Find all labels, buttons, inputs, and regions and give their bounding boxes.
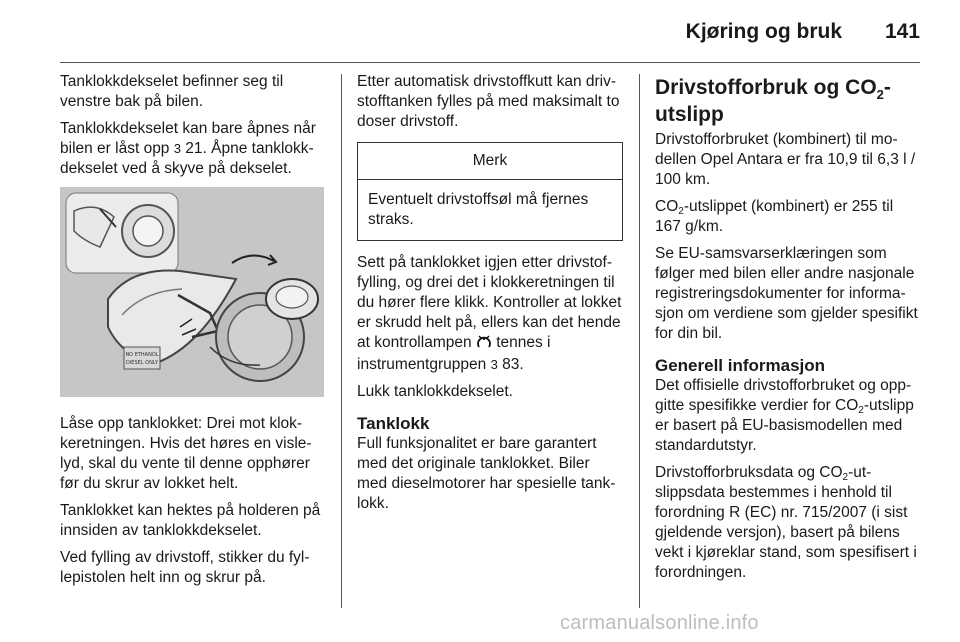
col3-p4-text-b: -utslipp er basert på EU-basismodellen med standardutstyr. — [655, 397, 914, 454]
heading-subscript: 2 — [876, 87, 884, 102]
header-title: Kjøring og bruk — [685, 20, 842, 43]
heading-text-c: utslipp — [655, 103, 724, 126]
heading-tanklokk: Tanklokk — [357, 414, 430, 433]
col3-p5-text-a: Drivstofforbruksdata og CO — [655, 464, 843, 481]
note-title: Merk — [358, 143, 622, 180]
col1-paragraph-3: Låse opp tanklokket: Drei mot klokkeretningen. Hvis det høres en vislelyd, skal du vente til denne opphører før du skrur av lokket helt. — [60, 415, 312, 492]
col1-paragraph-4: Tanklokket kan hektes på holderen på innsiden av tanklokkdekselet. — [60, 502, 321, 539]
header-rule — [60, 62, 920, 63]
col2-p2-text-c: 83. — [497, 356, 524, 373]
label-no-ethanol: NO ETHANOL — [125, 352, 159, 358]
col3-paragraph-5 — [655, 463, 923, 583]
col3-p2-text-a: CO — [655, 198, 679, 215]
col2-paragraph-4: Full funksjonalitet er bare garantert med det originale tanklokket. Biler med dieselmotorer har spesielle tanklokk. — [357, 435, 616, 512]
col1-paragraph-2 — [60, 119, 326, 179]
fuel-cap-illustration — [60, 187, 324, 397]
footer-watermark: carmanualsonline.info — [560, 612, 759, 634]
heading-text-a: Drivstofforbruk og CO — [655, 76, 877, 99]
column-2 — [357, 72, 623, 521]
column-divider-1 — [341, 74, 342, 608]
heading-fuel-consumption — [655, 74, 923, 128]
note-body: Eventuelt drivstoffsøl må fjernes straks. — [368, 191, 589, 228]
col1-p2-text-a: Tanklokkdekselet kan bare åpnes når bilen er låst opp — [60, 120, 316, 157]
fuel-cap-warning-lamp-icon — [476, 335, 492, 355]
col3-p5-subscript: 2 — [842, 472, 849, 483]
page-ref-icon[interactable]: 3 — [490, 357, 498, 372]
col3-p4-subscript: 2 — [858, 405, 864, 416]
col3-paragraph-1: Drivstofforbruket (kombinert) til modellen Opel Antara er fra 10,9 til 6,3 l / 100 km. — [655, 131, 916, 188]
heading-generell-informasjon: Generell informasjon — [655, 356, 826, 375]
col3-paragraph-3: Se EU-samsvarserklæringen som følger med bilen eller andre nasjonale registreringsdokumenter for informasjon om verdiene som gjelder spesifikt for din bil. — [655, 245, 918, 342]
col3-p5-text-b: -utslippsdata bestemmes i henhold til forordning R (EC) nr. 715/2007 (i sist gjeldende versjon), basert på bilens vekt i kjøreklar stand, som spesifisert i forordningen. — [655, 464, 917, 581]
col1-paragraph-5: Ved fylling av drivstoff, stikker du fyllepistolen helt inn og skrur på. — [60, 549, 310, 586]
col2-paragraph-1: Etter automatisk drivstoffkutt kan drivstofftanken fylles på med maksimalt to doser drivstoff. — [357, 73, 620, 130]
label-diesel-only: DIESEL ONLY — [125, 360, 159, 366]
col3-p4-text-a: Det offisielle drivstofforbruket og oppgitte spesifikke verdier for CO — [655, 377, 912, 414]
note-box — [357, 142, 623, 241]
col1-paragraph-1: Tanklokkdekselet befinner seg til venstre bak på bilen. — [60, 73, 284, 110]
page-header — [0, 0, 960, 62]
col2-paragraph-2 — [357, 253, 623, 375]
page-number: 141 — [884, 20, 920, 43]
col1-p2-text-b: 21. Åpne tanklokkdekselet ved å skyve på dekselet. — [60, 140, 314, 177]
column-divider-2 — [639, 74, 640, 608]
col3-p2-subscript: 2 — [678, 206, 684, 217]
fuel-cap-drawing — [60, 187, 324, 397]
page-ref-icon[interactable]: 3 — [173, 141, 181, 156]
col2-p2-text-b: tennes i instrumentgruppen — [357, 334, 551, 373]
col3-paragraph-2 — [655, 197, 923, 237]
col2-p2-text-a: Sett på tanklokket igjen etter drivstoffylling, og drei det i klokkeretningen til du hører flere klikk. Kontroller at lokket er skrudd helt på, ellers kan det hende at kontrollampen — [357, 254, 622, 351]
column-3 — [655, 72, 923, 590]
col3-p2-text-b: -utslippet (kombinert) er 255 til 167 g/km. — [655, 198, 894, 235]
heading-text-b: - — [883, 76, 891, 99]
col3-paragraph-4 — [655, 376, 923, 456]
column-1 — [60, 72, 326, 595]
col2-paragraph-3: Lukk tanklokkdekselet. — [357, 383, 513, 400]
